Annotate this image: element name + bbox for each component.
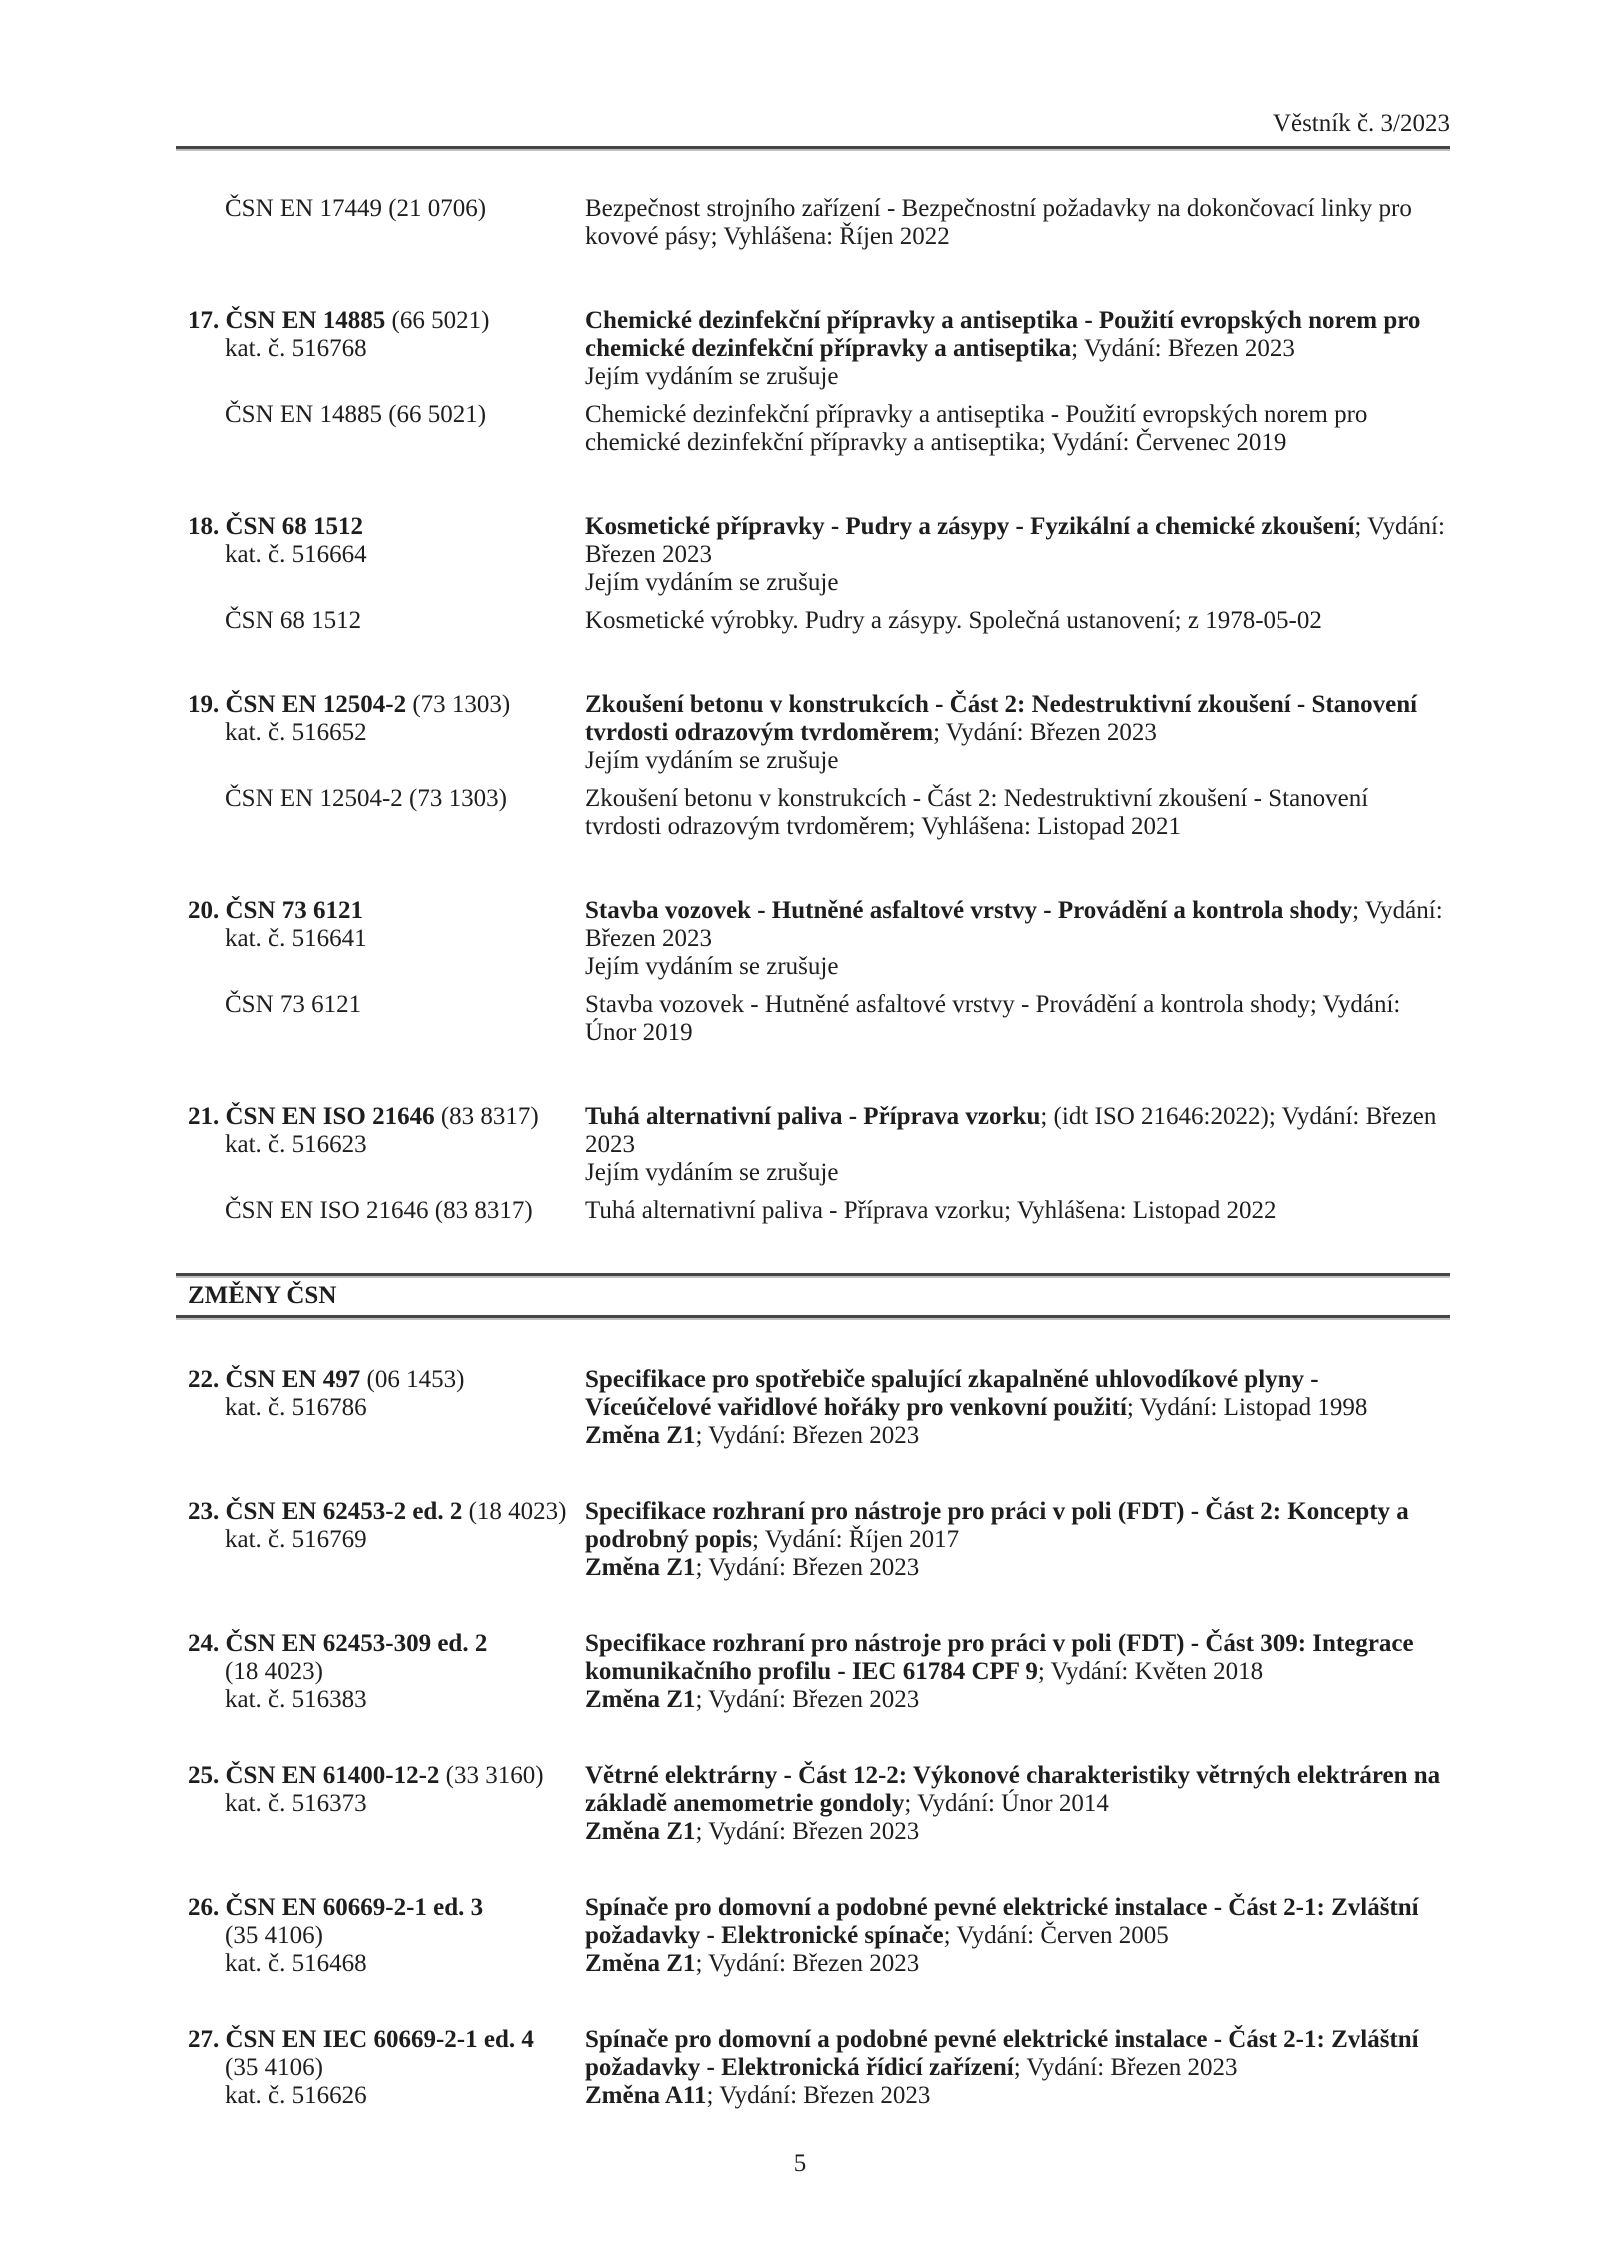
standard-entry-row: [176, 1366, 1450, 1450]
entry-number: 18.: [188, 513, 220, 540]
entry-number: 23.: [188, 1498, 220, 1525]
section-zmeny-csn: [176, 1273, 1450, 1318]
standard-details-cell: [585, 2026, 1450, 2110]
class-code: (66 5021): [391, 307, 490, 334]
standard-subentry-row: [176, 785, 1450, 841]
standard-details-cell: [585, 691, 1450, 775]
standard-id-cell: [188, 691, 585, 775]
standard-desc: Tuhá alternativní paliva - Příprava vzorku; Vyhlášena: Listopad 2022: [585, 1197, 1277, 1224]
cancellation-note: Jejím vydáním se zrušuje: [585, 953, 839, 980]
standard-id-cell: [188, 1894, 585, 1978]
section-title: ZMĚNY ČSN: [188, 1282, 337, 1309]
standard-entry-row: [176, 1630, 1450, 1714]
standard-id-cell: [188, 2026, 585, 2110]
entry-number: 26.: [188, 1894, 220, 1921]
cancellation-note: Jejím vydáním se zrušuje: [585, 1159, 839, 1186]
standard-desc: Kosmetické výrobky. Pudry a zásypy. Společná ustanovení; z 1978-05-02: [585, 607, 1322, 634]
change-issue: ; Vydání: Březen 2023: [695, 1818, 920, 1845]
standard-entry-row: [176, 691, 1450, 775]
catalog-number: kat. č. 516768: [225, 335, 367, 362]
change-label: Změna Z1: [585, 1422, 696, 1449]
standard-title: Specifikace rozhraní pro nástroje pro práci v poli (FDT) - Část 2: Koncepty a podrobný popis: [585, 1498, 1409, 1553]
standard-title-line: [585, 1498, 1450, 1554]
standard-issue: ; Vydání: Březen 2023: [585, 513, 1445, 568]
standard-issue: ; Vydání: Březen 2023: [1071, 335, 1295, 362]
page-number: 5: [793, 2150, 807, 2177]
standard-details-cell: [585, 1366, 1450, 1450]
standard-details-cell: [585, 513, 1450, 597]
standard-details-cell: [585, 1630, 1450, 1714]
standard-id-cell: [188, 307, 585, 391]
class-code: (83 8317): [440, 1103, 539, 1130]
standard-name: ČSN EN ISO 21646: [225, 1103, 435, 1130]
standard-title: Tuhá alternativní paliva - Příprava vzorku: [585, 1103, 1041, 1130]
standard-desc: Stavba vozovek - Hutněné asfaltové vrstvy - Provádění a kontrola shody; Vydání: Únor 2019: [585, 991, 1401, 1046]
standard-id-cell: [188, 1366, 585, 1450]
standard-name: ČSN EN 14885: [225, 307, 386, 334]
standard-id-cell: [188, 513, 585, 597]
standard-name: ČSN 68 1512: [225, 513, 364, 540]
standard-id-cell: [188, 1498, 585, 1582]
class-code: (73 1303): [412, 691, 511, 718]
cancellation-note: Jejím vydáním se zrušuje: [585, 363, 839, 390]
standard-name: ČSN EN 497: [225, 1366, 361, 1393]
standard-desc: Chemické dezinfekční přípravky a antiseptika - Použití evropských norem pro chemické dezinfekční přípravky a antiseptika; Vydání: Červenec 2019: [585, 401, 1368, 456]
change-issue: ; Vydání: Březen 2023: [695, 1422, 920, 1449]
catalog-number: kat. č. 516652: [225, 719, 367, 746]
section-rule-bottom: [176, 1315, 1450, 1318]
standard-subentry-row: [176, 1197, 1450, 1225]
change-label: Změna Z1: [585, 1554, 696, 1581]
class-code: (33 3160): [445, 1762, 544, 1789]
standard-title-line: [585, 2026, 1450, 2082]
standard-issue: ; Vydání: Květen 2018: [1037, 1658, 1264, 1685]
change-label: Změna Z1: [585, 1818, 696, 1845]
standard-title: Spínače pro domovní a podobné pevné elektrické instalace - Část 2-1: Zvláštní požadavky - Elektronická řídicí zařízení: [585, 2026, 1419, 2081]
change-line: [585, 1422, 1450, 1450]
standard-ref: ČSN EN 17449 (21 0706): [225, 195, 487, 222]
standard-name: ČSN EN 62453-2 ed. 2: [225, 1498, 463, 1525]
entry-number: 20.: [188, 897, 220, 924]
standard-id-cell: [188, 1762, 585, 1846]
standard-name: ČSN EN 61400-12-2: [225, 1762, 440, 1789]
change-line: [585, 1686, 1450, 1714]
standard-ref: ČSN EN 12504-2 (73 1303): [225, 785, 507, 812]
standard-title: Zkoušení betonu v konstrukcích - Část 2: Nedestruktivní zkoušení - Stanovení tvrdosti odrazovým tvrdoměrem: [585, 691, 1418, 746]
standard-ref: ČSN 68 1512: [225, 607, 362, 634]
standard-title: Chemické dezinfekční přípravky a antiseptika - Použití evropských norem pro chemické dezinfekční přípravky a antiseptika: [585, 307, 1421, 362]
change-issue: ; Vydání: Březen 2023: [695, 1950, 920, 1977]
standard-issue: ; Vydání: Únor 2014: [904, 1790, 1109, 1817]
entry-number: 21.: [188, 1103, 220, 1130]
standard-subentry-row: [176, 401, 1450, 457]
cancellation-note: Jejím vydáním se zrušuje: [585, 747, 839, 774]
standard-issue: ; Vydání: Listopad 1998: [1126, 1394, 1368, 1421]
standard-issue: ; Vydání: Červen 2005: [943, 1922, 1169, 1949]
standard-title-line: [585, 691, 1450, 747]
standard-details-cell: [585, 1762, 1450, 1846]
standard-details-cell: [585, 897, 1450, 981]
standard-details-cell: [585, 1498, 1450, 1582]
entry-number: 22.: [188, 1366, 220, 1393]
standard-subentry-row: [176, 607, 1450, 635]
standard-entry-row: [176, 513, 1450, 597]
standard-subentry-row: [176, 991, 1450, 1047]
header-rule: [176, 146, 1450, 149]
catalog-number: kat. č. 516623: [225, 1131, 367, 1158]
standard-title-line: [585, 513, 1450, 569]
standard-id-cell: [188, 897, 585, 981]
catalog-number: kat. č. 516641: [225, 925, 367, 952]
catalog-number: kat. č. 516468: [225, 1950, 367, 1977]
change-line: [585, 2082, 1450, 2110]
standard-title: Specifikace pro spotřebiče spalující zkapalněné uhlovodíkové plyny - Víceúčelové vařidlové hořáky pro venkovní použití: [585, 1366, 1319, 1421]
change-label: Změna Z1: [585, 1686, 696, 1713]
standard-entry-row: [176, 1894, 1450, 1978]
standard-ref: ČSN EN 14885 (66 5021): [225, 401, 487, 428]
standard-title-line: [585, 1630, 1450, 1686]
standard-title-line: [585, 1103, 1450, 1159]
standard-issue: ; Vydání: Březen 2023: [933, 719, 1157, 746]
standard-title: Spínače pro domovní a podobné pevné elektrické instalace - Část 2-1: Zvláštní požadavky - Elektronické spínače: [585, 1894, 1419, 1949]
standard-entry-row: [176, 1103, 1450, 1187]
standard-name: ČSN EN 12504-2: [225, 691, 407, 718]
standard-entry-row: [176, 897, 1450, 981]
standard-details-cell: [585, 1894, 1450, 1978]
standard-details-cell: [585, 1103, 1450, 1187]
standard-desc: Bezpečnost strojního zařízení - Bezpečnostní požadavky na dokončovací linky pro kovové pásy; Vyhlášena: Říjen 2022: [585, 195, 1412, 250]
standard-title-line: [585, 307, 1450, 363]
standard-issue: ; Vydání: Březen 2023: [585, 897, 1443, 952]
standard-entry-row: [176, 2026, 1450, 2110]
class-code: (35 4106): [225, 1922, 323, 1949]
standard-entry-row: [176, 1498, 1450, 1582]
class-code: (35 4106): [225, 2054, 323, 2081]
standard-issue: ; (idt ISO 21646:2022); Vydání: Březen 2023: [585, 1103, 1437, 1158]
standard-title-line: [585, 1894, 1450, 1950]
standard-id-cell: [188, 1630, 585, 1714]
change-issue: ; Vydání: Březen 2023: [706, 2082, 931, 2109]
standard-id-cell: [188, 1103, 585, 1187]
entry-number: 24.: [188, 1630, 220, 1657]
entry-number: 27.: [188, 2026, 220, 2053]
standard-title: Specifikace rozhraní pro nástroje pro práci v poli (FDT) - Část 309: Integrace komunikačního profilu - IEC 61784 CPF 9: [585, 1630, 1414, 1685]
change-issue: ; Vydání: Březen 2023: [695, 1686, 920, 1713]
standard-name: ČSN EN 60669-2-1 ed. 3: [225, 1894, 484, 1921]
change-issue: ; Vydání: Březen 2023: [695, 1554, 920, 1581]
standard-title: Kosmetické přípravky - Pudry a zásypy - Fyzikální a chemické zkoušení: [585, 513, 1355, 540]
class-code: (18 4023): [225, 1658, 323, 1685]
catalog-number: kat. č. 516769: [225, 1526, 367, 1553]
standard-title-line: [585, 1366, 1450, 1422]
standard-subentry-row: [176, 195, 1450, 251]
standard-ref: ČSN EN ISO 21646 (83 8317): [225, 1197, 533, 1224]
bulletin-header: Věstník č. 3/2023: [1272, 110, 1450, 137]
standard-title-line: [585, 1762, 1450, 1818]
change-line: [585, 1818, 1450, 1846]
standard-name: ČSN EN 62453-309 ed. 2: [225, 1630, 488, 1657]
catalog-number: kat. č. 516383: [225, 1686, 367, 1713]
standard-entry-row: [176, 1762, 1450, 1846]
standard-entry-row: [176, 307, 1450, 391]
change-line: [585, 1950, 1450, 1978]
content-frame: [176, 0, 1450, 2110]
standard-name: ČSN EN IEC 60669-2-1 ed. 4: [225, 2026, 534, 2053]
entry-number: 17.: [188, 307, 220, 334]
catalog-number: kat. č. 516664: [225, 541, 367, 568]
entry-number: 19.: [188, 691, 220, 718]
standard-issue: ; Vydání: Říjen 2017: [752, 1526, 960, 1553]
entry-number: 25.: [188, 1762, 220, 1789]
cancellation-note: Jejím vydáním se zrušuje: [585, 569, 839, 596]
catalog-number: kat. č. 516626: [225, 2082, 367, 2109]
standard-title: Větrné elektrárny - Část 12-2: Výkonové charakteristiky větrných elektráren na základě anemometrie gondoly: [585, 1762, 1441, 1817]
standard-desc: Zkoušení betonu v konstrukcích - Část 2: Nedestruktivní zkoušení - Stanovení tvrdosti odrazovým tvrdoměrem; Vyhlášena: Listopad 2021: [585, 785, 1369, 840]
standard-title: Stavba vozovek - Hutněné asfaltové vrstvy - Provádění a kontrola shody: [585, 897, 1353, 924]
catalog-number: kat. č. 516373: [225, 1790, 367, 1817]
change-label: Změna A11: [585, 2082, 707, 2109]
catalog-number: kat. č. 516786: [225, 1394, 367, 1421]
standard-name: ČSN 73 6121: [225, 897, 364, 924]
class-code: (06 1453): [366, 1366, 465, 1393]
standard-ref: ČSN 73 6121: [225, 991, 362, 1018]
class-code: (18 4023): [468, 1498, 567, 1525]
change-label: Změna Z1: [585, 1950, 696, 1977]
standard-title-line: [585, 897, 1450, 953]
standard-issue: ; Vydání: Březen 2023: [1013, 2054, 1238, 2081]
change-line: [585, 1554, 1450, 1582]
standard-details-cell: [585, 307, 1450, 391]
